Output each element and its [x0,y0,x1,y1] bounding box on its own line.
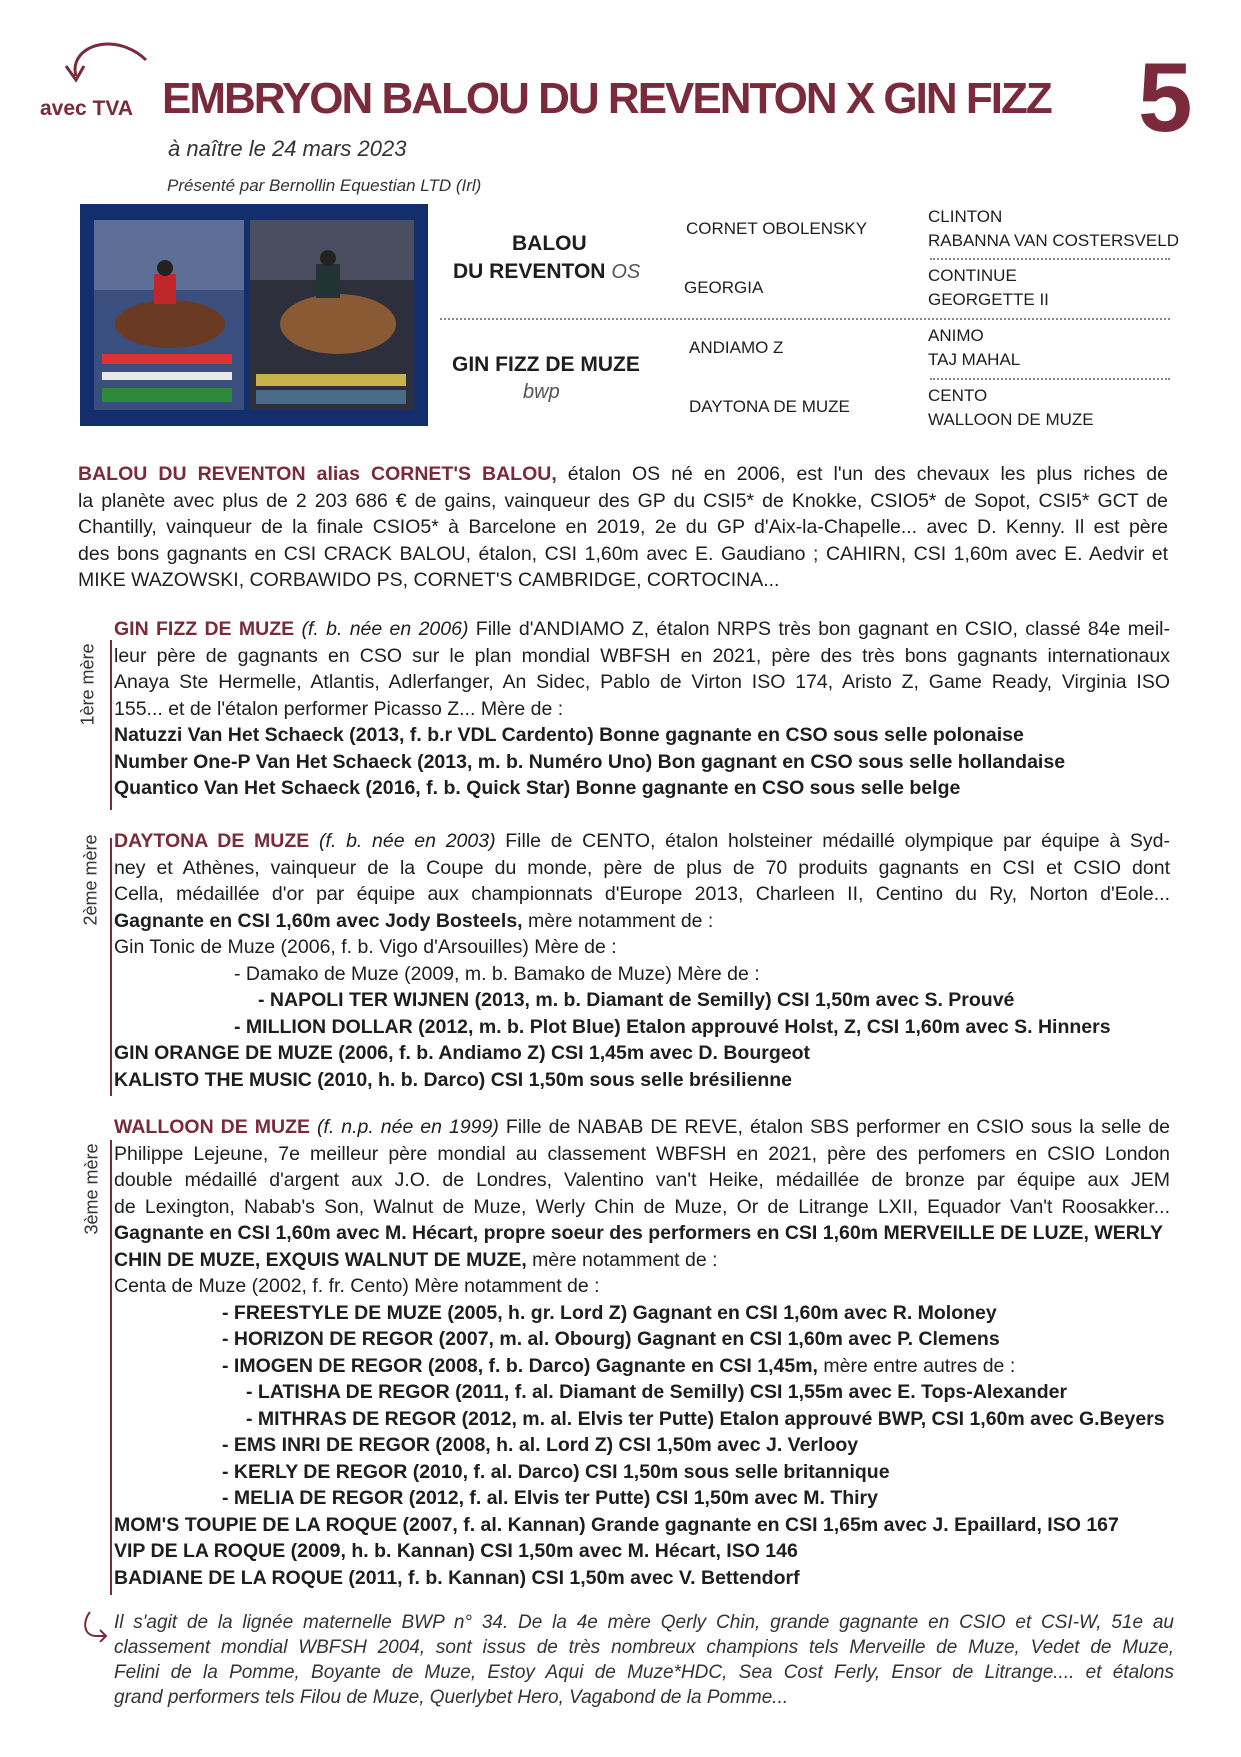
offspring-line: BADIANE DE LA ROQUE (2011, f. b. Kannan) CSI 1,50m avec V. Bettendorf [114,1566,800,1589]
lot-number: 5 [1138,42,1193,152]
birth-date: à naître le 24 mars 2023 [168,136,407,161]
offspring-line: - MILLION DOLLAR (2012, m. b. Plot Blue) Etalon approuvé Holst, Z, CSI 1,60m avec S. Hinners [234,1015,1111,1038]
tva-label: avec TVA [40,97,133,120]
intro-line: des bons gagnants en CSI CRACK BALOU, étalon, CSI 1,60m avec E. Gaudiano ; CAHIRN, CSI 1,60m avec E. Aedvir et [78,542,1168,565]
horse-photo [80,204,428,426]
intro-lead: BALOU DU REVENTON alias CORNET'S BALOU, [78,463,557,485]
text-line: Centa de Muze (2002, f. fr. Cento) Mère notamment de : [114,1275,600,1297]
text-line: Philippe Lejeune, 7e meilleur père mondial au classement WBFSH en 2021, père des perfomers en CSIO London [114,1142,1170,1165]
mere3-bar [110,1140,112,1595]
intro-line: Chantilly, vainqueur de la finale CSIO5* à Barcelone en 2019, 2e du GP d'Aix-la-Chapelle... avec D. Kenny. Il est père [78,516,1168,538]
presenter: Présenté par Bernollin Equestian LTD (Irl) [167,176,482,195]
intro-paragraph: BALOU DU REVENTON alias CORNET'S BALOU, étalon OS né en 2006, est l'un des chevaux les plus riches de la planète avec plus de 2 203 686 € de gains, vainqueur des GP du CSI5* de Knokke, CSIO5* de Sopot, CSI5* GCT de Chantilly, vainqueur de la finale CSIO5* à Barcelone en 2019, 2e du GP d'Aix-la-Chapelle... avec D. Kenny. Il est père des bons gagnants en CSI CRACK BALOU, étalon, CSI 1,60m avec E. Gaudiano ; CAHIRN, CSI 1,60m avec E. Aedvir et MIKE WAZOWSKI, CORBAWIDO PS, CORNET'S CAMBRIDGE, CORTOCINA... [78,461,1168,594]
mere3-name: WALLOON DE MUZE [114,1116,310,1138]
offspring-line: - NAPOLI TER WIJNEN (2013, m. b. Diamant de Semilly) CSI 1,50m avec S. Prouvé [258,989,1015,1011]
mere1-label: 1ère mère [77,643,98,726]
text-line: - Damako de Muze (2009, m. b. Bamako de Muze) Mère de : [234,962,760,985]
gen3-item: ANIMO [928,326,984,345]
divider [930,258,1170,260]
offspring-line: - FREESTYLE DE MUZE (2005, h. gr. Lord Z) Gagnant en CSI 1,60m avec R. Moloney [222,1301,997,1324]
intro-line: la planète avec plus de 2 203 686 € de gains, vainqueur des GP du CSI5* de Knokke, CSIO5* de Sopot, CSI5* GCT de [78,489,1168,512]
gen3-item: CLINTON [928,207,1003,226]
text-line: Anaya Ste Hermelle, Atlantis, Adlerfanger, An Sidec, Pablo de Virton ISO 174, Aristo Z, Game Ready, Virginia ISO [114,671,1170,693]
gen3-item: WALLOON DE MUZE [928,410,1094,429]
hook-arrow-icon [80,1610,110,1642]
text-line: leur père de gagnants en CSO sur le plan mondial WBFSH en 2021, père des très bons gagnants internationaux [114,644,1170,667]
text-line: ney et Athènes, vainqueur de la Coupe du monde, père de plus de 70 produits gagnants en CSI et CSIO dont [114,856,1170,879]
gen3-item: GEORGETTE II [928,290,1049,309]
lineage-note [114,1610,1174,1710]
mere1-bar [110,640,112,810]
mere2-section: DAYTONA DE MUZE (f. b. née en 2003) Fille de CENTO, étalon holsteiner médaillé olympique par équipe à Syd- ney et Athènes, vainqueur de la Coupe du monde, père de plus de 70 produits gagnants en CSI et CSIO dont Cella, médaillée d'or par équipe aux championnats d'Europe 2013, Charleen II, Centino du Ry, Norton d'Eole... Gagnante en CSI 1,60m avec Jody Bosteels, mère notamment de : Gin Tonic de Muze (2006, f. b. Vigo d'Arsouilles) Mère de : - Damako de Muze (2009, m. b. Bamako de Muze) Mère de : - NAPOLI TER WIJNEN (2013, m. b. Diamant de Semilly) CSI 1,50m avec S. Prouvé - MILLION DOLLAR (2012, m. b. Plot Blue) Etalon approuvé Holst, Z, CSI 1,60m avec S. Hinners GIN ORANGE DE MUZE (2006, f. b. Andiamo Z) CSI 1,45m avec D. Bourgeot KALISTO THE MUSIC (2010, h. b. Darco) CSI 1,50m sous selle brésilienne [114,828,1170,1093]
curved-arrow-icon [62,36,152,86]
offspring-line: - MITHRAS DE REGOR (2012, m. al. Elvis ter Putte) Etalon approuvé BWP, CSI 1,60m avec G.Beyers [246,1407,1165,1430]
dam-studbook: bwp [523,381,560,403]
note-line: classement mondial WBFSH 2004, sont issus de très nombreux champions tels Merveille de Muze, Vedet de Muze, [114,1637,1174,1658]
text-line: 155... et de l'étalon performer Picasso Z... Mère de : [114,697,564,720]
divider [930,378,1170,380]
intro-line: MIKE WAZOWSKI, CORBAWIDO PS, CORNET'S CAMBRIDGE, CORTOCINA... [78,569,780,591]
gen3-item: TAJ MAHAL [928,350,1021,369]
note-line: Il s'agit de la lignée maternelle BWP n° 34. De la 4e mère Qerly Chin, grande gagnante en CSIO et CSI-W, 51e au [114,1612,1174,1633]
sire-name [453,260,640,284]
dam-name: GIN FIZZ DE MUZE [452,353,640,376]
page-title: EMBRYON BALOU DU REVENTON X GIN FIZZ [162,74,1051,123]
text-line: de Lexington, Nabab's Son, Walnut de Muze, Werly Chin de Muze, Or de Litrange LXII, Equador Van't Roosakker... [114,1195,1170,1218]
text-line: double médaillé d'argent aux J.O. de Londres, Valentino van't Heike, médaillée de bronze par équipe aux JEM [114,1169,1170,1191]
sire-name-line1: BALOU [512,232,587,255]
text-line: Cella, médaillée d'or par équipe aux championnats d'Europe 2013, Charleen II, Centino du Ry, Norton d'Eole... [114,883,1170,905]
sire-name-line2: DU REVENTON [453,260,606,283]
text-line: Gin Tonic de Muze (2006, f. b. Vigo d'Arsouilles) Mère de : [114,936,617,958]
sire-studbook: OS [611,261,641,283]
dam-sire: ANDIAMO Z [689,338,784,357]
mere2-label: 2ème mère [80,834,101,926]
mere3-section: WALLOON DE MUZE (f. n.p. née en 1999) Fille de NABAB DE REVE, étalon SBS performer en CSIO sous la selle de Philippe Lejeune, 7e meilleur père mondial au classement WBFSH en 2021, père des perfomers en CSIO London double médaillé d'argent aux J.O. de Londres, Valentino van't Heike, médaillée de bronze par équipe aux JEM de Lexington, Nabab's Son, Walnut de Muze, Werly Chin de Muze, Or de Litrange LXII, Equador Van't Roosakker... Gagnante en CSI 1,60m avec M. Hécart, propre soeur des performers en CSI 1,60m MERVEILLE DE LUZE, WERLY CHIN DE MUZE, EXQUIS WALNUT DE MUZE, mère notamment de : Centa de Muze (2002, f. fr. Cento) Mère notamment de : - FREESTYLE DE MUZE (2005, h. gr. Lord Z) Gagnant en CSI 1,60m avec R. Moloney - HORIZON DE REGOR (2007, m. al. Obourg) Gagnant en CSI 1,60m avec P. Clemens - IMOGEN DE REGOR (2008, f. b. Darco) Gagnante en CSI 1,45m, mère entre autres de : - LATISHA DE REGOR (2011, f. al. Diamant de Semilly) CSI 1,55m avec E. Tops-Alexander - MITHRAS DE REGOR (2012, m. al. Elvis ter Putte) Etalon approuvé BWP, CSI 1,60m avec G.Beyers - EMS INRI DE REGOR (2008, h. al. Lord Z) CSI 1,50m avec J. Verlooy - KERLY DE REGOR (2010, f. al. Darco) CSI 1,50m sous selle britannique - MELIA DE REGOR (2012, f. al. Elvis ter Putte) CSI 1,50m avec M. Thiry MOM'S TOUPIE DE LA ROQUE (2007, f. al. Kannan) Grande gagnante en CSI 1,65m avec J. Epaillard, ISO 167 VIP DE LA ROQUE (2009, h. b. Kannan) CSI 1,50m avec M. Hécart, ISO 146 BADIANE DE LA ROQUE (2011, f. b. Kannan) CSI 1,50m avec V. Bettendorf [114,1114,1170,1591]
gen3-item: CENTO [928,386,988,405]
dam-dam: DAYTONA DE MUZE [689,397,850,416]
offspring-line: Natuzzi Van Het Schaeck (2013, f. b.r VDL Cardento) Bonne gagnante en CSO sous selle polonaise [114,724,1024,746]
offspring-line: VIP DE LA ROQUE (2009, h. b. Kannan) CSI 1,50m avec M. Hécart, ISO 146 [114,1540,798,1562]
text-line: Gagnante en CSI 1,60m avec M. Hécart, propre soeur des performers en CSI 1,60m MERVEILLE DE LUZE, WERLY [114,1222,1163,1244]
offspring-line: Number One-P Van Het Schaeck (2013, m. b. Numéro Uno) Bon gagnant en CSO sous selle hollandaise [114,750,1066,773]
mere1-section: GIN FIZZ DE MUZE (f. b. née en 2006) Fille d'ANDIAMO Z, étalon NRPS très bon gagnant en CSIO, classé 84e meil- leur père de gagnants en CSO sur le plan mondial WBFSH en 2021, père des très bons gagnants internationaux Anaya Ste Hermelle, Atlantis, Adlerfanger, An Sidec, Pablo de Virton ISO 174, Aristo Z, Game Ready, Virginia ISO 155... et de l'étalon performer Picasso Z... Mère de : Natuzzi Van Het Schaeck (2013, f. b.r VDL Cardento) Bonne gagnante en CSO sous selle polonaise Number One-P Van Het Schaeck (2013, m. b. Numéro Uno) Bon gagnant en CSO sous selle hollandaise Quantico Van Het Schaeck (2016, f. b. Quick Star) Bonne gagnante en CSO sous selle belge [114,616,1170,802]
offspring-line: GIN ORANGE DE MUZE (2006, f. b. Andiamo Z) CSI 1,45m avec D. Bourgeot [114,1042,810,1064]
sire-sire: CORNET OBOLENSKY [686,219,868,238]
gen3-item: RABANNA VAN COSTERSVELD [928,231,1179,250]
sire-dam: GEORGIA [684,278,764,297]
offspring-line: - MELIA DE REGOR (2012, f. al. Elvis ter Putte) CSI 1,50m avec M. Thiry [222,1487,878,1509]
offspring-line: - HORIZON DE REGOR (2007, m. al. Obourg) Gagnant en CSI 1,60m avec P. Clemens [222,1328,1000,1350]
mere3-label: 3ème mère [81,1143,102,1235]
note-line: grand performers tels Filou de Muze, Querlybet Hero, Vagabond de la Pomme... [114,1687,789,1708]
offspring-line: - EMS INRI DE REGOR (2008, h. al. Lord Z) CSI 1,50m avec J. Verlooy [222,1434,859,1456]
offspring-line: MOM'S TOUPIE DE LA ROQUE (2007, f. al. Kannan) Grande gagnante en CSI 1,65m avec J. Epaillard, ISO 167 [114,1513,1119,1536]
offspring-line: KALISTO THE MUSIC (2010, h. b. Darco) CSI 1,50m sous selle brésilienne [114,1068,793,1091]
note-line: Felini de la Pomme, Boyante de Muze, Estoy Aqui de Muze*HDC, Sea Cost Ferly, Ensor de Litrange.... et étalons [114,1662,1174,1683]
mere2-name: DAYTONA DE MUZE [114,830,310,852]
offspring-line: - LATISHA DE REGOR (2011, f. al. Diamant de Semilly) CSI 1,55m avec E. Tops-Alexander [246,1381,1068,1403]
mere1-name: GIN FIZZ DE MUZE [114,618,295,640]
offspring-line: - KERLY DE REGOR (2010, f. al. Darco) CSI 1,50m sous selle britannique [222,1460,890,1483]
offspring-line: Quantico Van Het Schaeck (2016, f. b. Quick Star) Bonne gagnante en CSO sous selle belge [114,777,961,799]
gen3-item: CONTINUE [928,266,1017,285]
divider [440,318,1170,320]
mere2-bar [110,838,112,1096]
